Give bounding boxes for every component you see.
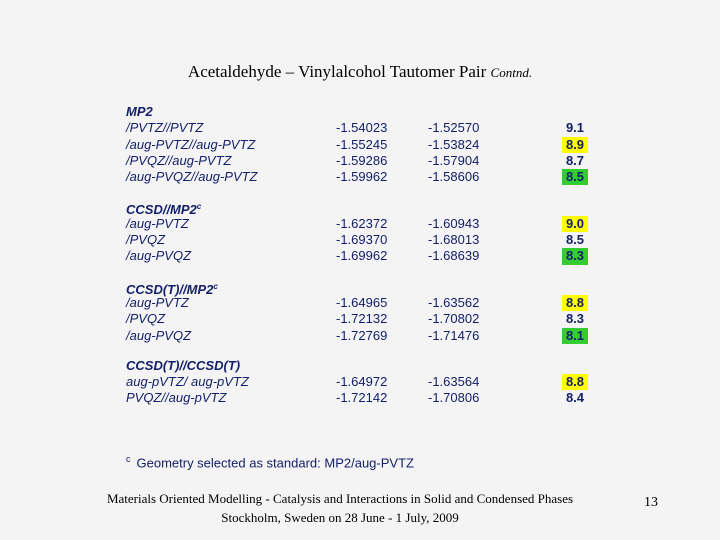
row-label: /PVQZ [126, 232, 166, 248]
energy-value-1: -1.59962 [336, 169, 388, 185]
group-header-row [126, 358, 596, 374]
energy-value-2: -1.63562 [428, 294, 480, 310]
table-row [126, 390, 596, 406]
group-header-text: CCSD(T)//MP2 [126, 281, 214, 297]
row-label: aug-pVTZ/ aug-pVTZ [126, 374, 249, 390]
footer-line-2: Stockholm, Sweden on 28 June - 1 July, 2009 [221, 510, 459, 525]
group-header-sup: c [196, 202, 202, 212]
row-label: /aug-PVTZ [126, 215, 189, 231]
difference-value: 8.4 [565, 390, 585, 406]
title-sub: Contnd. [490, 65, 533, 80]
energy-value-1: -1.69962 [336, 248, 388, 264]
group-header-text: CCSD//MP2 [126, 202, 197, 218]
footnote-mark: c [126, 454, 131, 464]
row-label: /aug-PVQZ [126, 327, 192, 343]
table-row [126, 120, 596, 136]
table-row [126, 169, 596, 185]
footnote-text: Geometry selected as standard: MP2/aug-PVTZ [136, 455, 414, 471]
energy-value-1: -1.62372 [336, 215, 388, 231]
slide-title [0, 62, 720, 82]
energy-value-2: -1.71476 [428, 327, 480, 343]
slide-footer [60, 489, 620, 527]
group-header-row [126, 104, 596, 120]
group-header-sup: c [213, 281, 218, 291]
energy-value-1: -1.72132 [336, 311, 388, 327]
difference-value: 9.1 [565, 120, 585, 136]
table-row [126, 295, 596, 311]
group-header [126, 104, 153, 120]
table-row [126, 374, 596, 390]
table-row [126, 328, 596, 344]
energy-value-2: -1.53824 [428, 136, 480, 152]
group-spacer [126, 344, 596, 358]
results-table [126, 104, 596, 407]
energy-value-2: -1.63564 [428, 374, 480, 390]
row-label: /PVQZ//aug-PVTZ [126, 152, 232, 168]
table-row [126, 232, 596, 248]
table-row [126, 153, 596, 169]
footnote [126, 454, 414, 470]
energy-value-2: -1.52570 [428, 120, 480, 136]
table-row [126, 248, 596, 264]
difference-value: 8.8 [562, 374, 588, 390]
row-label: /PVQZ [126, 311, 166, 327]
group-header [126, 358, 240, 374]
energy-value-2: -1.70806 [428, 390, 480, 406]
difference-value: 8.7 [565, 152, 585, 168]
difference-value: 8.5 [562, 169, 588, 185]
difference-value: 9.0 [562, 216, 588, 232]
energy-value-1: -1.72142 [336, 390, 388, 406]
difference-value: 8.5 [565, 232, 585, 248]
group-header-row [126, 279, 596, 295]
group-spacer [126, 265, 596, 279]
row-label: /aug-PVQZ [126, 248, 192, 264]
energy-value-1: -1.54023 [336, 120, 388, 136]
row-label: /aug-PVQZ//aug-PVTZ [126, 169, 258, 185]
footer-line-1: Materials Oriented Modelling - Catalysis and Interactions in Solid and Condensed Phases [106, 491, 574, 506]
energy-value-2: -1.68013 [428, 232, 480, 248]
table-row [126, 216, 596, 232]
group-header-text: CCSD(T)//CCSD(T) [126, 357, 241, 373]
energy-value-1: -1.64972 [336, 374, 388, 390]
energy-value-1: -1.69370 [336, 232, 388, 248]
energy-value-2: -1.58606 [428, 169, 480, 185]
group-header-row [126, 199, 596, 218]
row-label: PVQZ//aug-pVTZ [126, 390, 227, 406]
difference-value: 8.1 [562, 328, 588, 344]
energy-value-1: -1.64965 [336, 294, 388, 310]
difference-value: 8.8 [562, 295, 588, 311]
energy-value-2: -1.68639 [428, 248, 480, 264]
energy-value-1: -1.72769 [336, 327, 388, 343]
difference-value: 8.3 [562, 248, 588, 264]
title-main: Acetaldehyde – Vinylalcohol Tautomer Pair [187, 62, 491, 81]
energy-value-2: -1.70802 [428, 311, 480, 327]
energy-value-1: -1.59286 [336, 152, 388, 168]
difference-value: 8.3 [565, 311, 585, 327]
row-label: /aug-PVTZ [126, 294, 189, 310]
energy-value-2: -1.57904 [428, 152, 480, 168]
row-label: /PVTZ//PVTZ [126, 120, 204, 136]
page-number: 13 [644, 495, 658, 510]
difference-value: 8.9 [562, 137, 588, 153]
group-spacer [126, 185, 596, 199]
table-row [126, 311, 596, 327]
energy-value-2: -1.60943 [428, 215, 480, 231]
energy-value-1: -1.55245 [336, 136, 388, 152]
row-label: /aug-PVTZ//aug-PVTZ [126, 136, 256, 152]
group-header-text: MP2 [126, 104, 153, 119]
table-row [126, 137, 596, 153]
